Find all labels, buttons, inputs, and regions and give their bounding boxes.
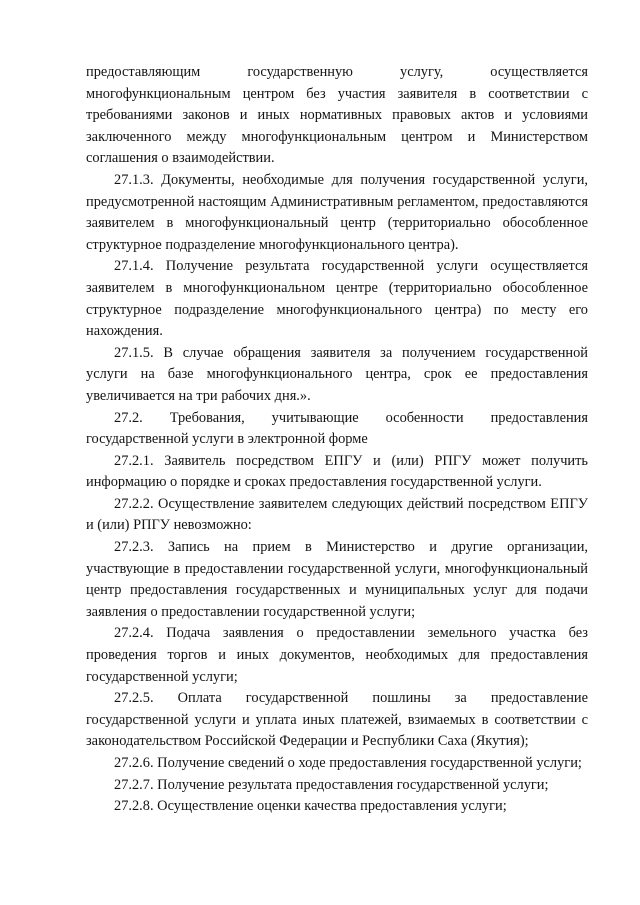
paragraph-27-1-4: 27.1.4. Получение результата государственной услуги осуществляется заявителем в многофункциональном центре (территориально обособленное структурное подразделение многофункционального центра) по месту его нахождения.: [86, 258, 588, 340]
paragraph-27-2-8: 27.2.8. Осуществление оценки качества предоставления услуги;: [114, 798, 507, 815]
paragraph-27-2: 27.2. Требования, учитывающие особенности предоставления государственной услуги в электронной форме: [86, 409, 588, 448]
document-page: [86, 62, 588, 818]
paragraph-27-1-5: 27.1.5. В случае обращения заявителя за получением государственной услуги на базе многофункционального центра, срок ее предоставления увеличивается на три рабочих дня.».: [86, 344, 588, 404]
paragraph-27-1-3: 27.1.3. Документы, необходимые для получения государственной услуги, предусмотренной настоящим Административным регламентом, предоставляются заявителем в многофункциональный центр (территориально обособленное структурное подразделение многофункционального центра).: [86, 171, 588, 253]
paragraph-27-2-5: 27.2.5. Оплата государственной пошлины за предоставление государственной услуги и уплата иных платежей, взимаемых в соответствии с законодательством Российской Федерации и Республики Саха (Якутия);: [86, 690, 588, 750]
paragraph-continuation: предоставляющим государственную услугу, осуществляется многофункциональным центром без участия заявителя в соответствии с требованиями законов и иных нормативных правовых актов и условиями заключенного между многофункциональным центром и Министерством соглашения о взаимодействии.: [86, 64, 588, 167]
paragraph-27-2-1: 27.2.1. Заявитель посредством ЕПГУ и (или) РПГУ может получить информацию о порядке и сроках предоставления государственной услуги.: [86, 452, 588, 491]
paragraph-27-2-2: 27.2.2. Осуществление заявителем следующих действий посредством ЕПГУ и (или) РПГУ невозможно:: [86, 495, 588, 534]
paragraph-27-2-3: 27.2.3. Запись на прием в Министерство и другие организации, участвующие в предоставлении государственной услуги, многофункциональный центр предоставления государственных и муниципальных услуг для подачи заявления о предоставлении государственной услуги;: [86, 539, 588, 620]
paragraph-27-2-6: 27.2.6. Получение сведений о ходе предоставления государственной услуги;: [114, 755, 582, 771]
paragraph-27-2-7: 27.2.7. Получение результата предоставления государственной услуги;: [114, 776, 549, 793]
paragraph-27-2-4: 27.2.4. Подача заявления о предоставлении земельного участка без проведения торгов и иных документов, необходимых для предоставления государственной услуги;: [86, 625, 588, 685]
